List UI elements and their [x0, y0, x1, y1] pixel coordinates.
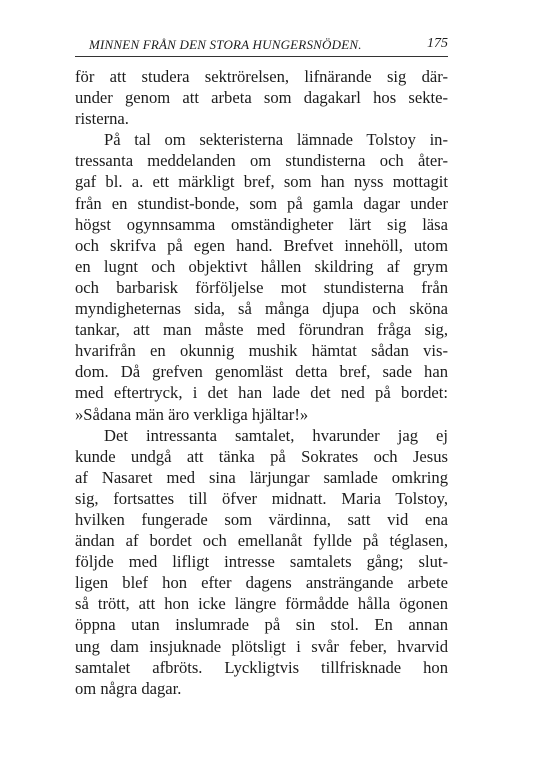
text-line: myndigheternas sida, så många djupa och sköna [75, 299, 448, 319]
text-line: dom. Då grefven genomläst detta bref, sade han [75, 362, 448, 382]
text-line: sig, fortsattes till öfver midnatt. Maria Tolstoy, [75, 488, 448, 508]
text-line: öppna utan inslumrade på sin stol. En annan [75, 615, 448, 635]
text-line: med eftertryck, i det han lade det ned på bordet: [75, 383, 448, 403]
running-title: MINNEN FRÅN DEN STORA HUNGERSNÖDEN. [89, 37, 362, 52]
text-line: en lugnt och objektivt hållen skildring af grym [75, 256, 448, 276]
text-line: om några dagar. [75, 678, 182, 698]
text-line: tankar, att man måste med förundran fråga sig, [75, 320, 448, 340]
running-head [75, 35, 450, 55]
paper-speck [271, 656, 273, 658]
text-line: hvarifrån en okunnig mushik hämtat sådan vis- [75, 341, 448, 361]
header-rule [75, 56, 448, 57]
text-line: så trött, att hon icke längre förmådde hålla ögonen [75, 594, 448, 614]
text-line: hvilken fungerade som värdinna, satt vid ena [75, 509, 448, 529]
text-line: gaf bl. a. ett märkligt bref, som han nyss mottagit [75, 172, 448, 192]
text-line: och skrifva på egen hand. Brefvet innehöll, utom [75, 235, 448, 255]
text-line: tressanta meddelanden om stundisterna och åter- [75, 151, 448, 171]
text-line: af Nasaret med sina lärjungar samlade omkring [75, 467, 448, 487]
text-line: följde med lifligt intresse samtalets gång; slut- [75, 552, 448, 572]
text-line: På tal om sekteristerna lämnade Tolstoy in- [104, 130, 448, 150]
text-line: ung dam insjuknade plötsligt i svår feber, hvarvid [75, 636, 448, 656]
page-number: 175 [427, 36, 448, 51]
text-line: kunde undgå att tänka på Sokrates och Jesus [75, 446, 448, 466]
text-line: risterna. [75, 109, 129, 129]
text-line: ändan af bordet och emellanåt fyllde på téglasen, [75, 531, 448, 551]
text-line: ligen blef hon efter dagens ansträngande arbete [75, 573, 448, 593]
text-line: »Sådana män äro verkliga hjältar!» [75, 404, 309, 424]
text-line: och barbarisk förföljelse mot stundisterna från [75, 277, 448, 297]
text-line: högst ogynnsamma omständigheter lärt sig läsa [75, 214, 448, 234]
body-text [75, 66, 448, 699]
text-line: Det intressanta samtalet, hvarunder jag ej [104, 425, 448, 445]
text-line: från en stundist-bonde, som på gamla dagar under [75, 193, 448, 213]
text-line: under genom att arbeta som dagakarl hos sekte- [75, 88, 448, 108]
text-line: för att studera sektrörelsen, lifnärande sig där- [75, 67, 448, 86]
text-line: samtalet afbröts. Lyckligtvis tillfrisknade hon [75, 657, 448, 677]
